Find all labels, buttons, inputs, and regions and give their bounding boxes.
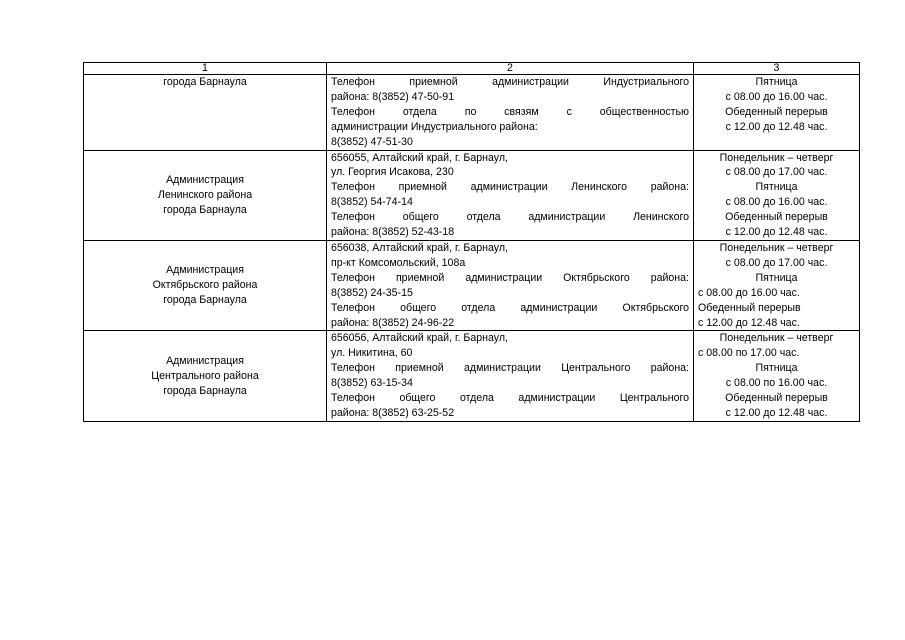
- contact-line: Телефон приемной администрации Октябрьского района:: [331, 271, 689, 284]
- org-line: Ленинского района: [157, 188, 253, 201]
- contact-line: Телефон приемной администрации Ленинского района:: [331, 181, 689, 194]
- org-cell: [84, 331, 327, 421]
- schedule-line: с 08.00 до 16.00 час.: [725, 90, 828, 103]
- header-col-1: 1: [84, 63, 327, 75]
- contact-line: 8(3852) 24-35-15: [331, 286, 413, 299]
- org-cell: [84, 240, 327, 330]
- schedule-line: Пятница: [755, 181, 798, 194]
- contacts-cell: [327, 331, 694, 421]
- org-line: города Барнаула: [163, 76, 247, 88]
- contact-line: района: 8(3852) 52-43-18: [331, 226, 455, 239]
- org-line: города Барнаула: [163, 294, 247, 307]
- schedule-line: с 08.00 по 16.00 час.: [725, 377, 828, 390]
- schedule-cell: [694, 331, 860, 421]
- contact-line: администрации Индустриального района:: [331, 120, 538, 133]
- schedule-line: Обеденный перерыв: [725, 392, 828, 405]
- org-line: Администрация: [166, 264, 244, 277]
- schedule-line: Понедельник – четверг: [719, 151, 834, 164]
- schedule-line: Обеденный перерыв: [725, 211, 828, 224]
- contacts-cell: [327, 75, 694, 151]
- org-line: Администрация: [166, 354, 244, 367]
- contact-line: района: 8(3852) 24-96-22: [331, 316, 455, 329]
- schedule-line: с 08.00 по 17.00 час.: [698, 347, 800, 360]
- contact-line: 656056, Алтайский край, г. Барнаул,: [331, 332, 508, 345]
- org-cell: [84, 150, 327, 240]
- contact-line: 8(3852) 47-51-30: [331, 135, 413, 148]
- schedule-line: Пятница: [755, 362, 798, 375]
- org-line: Центрального района: [151, 369, 259, 382]
- offices-table: [83, 62, 860, 422]
- contact-line: 8(3852) 54-74-14: [331, 196, 413, 209]
- contact-line: 656038, Алтайский край, г. Барнаул,: [331, 241, 508, 254]
- schedule-line: Пятница: [755, 76, 798, 88]
- schedule-line: с 12.00 до 12.48 час.: [725, 226, 828, 239]
- header-col-2: 2: [327, 63, 694, 75]
- contact-line: Телефон отдела по связям с общественностью: [331, 105, 689, 118]
- schedule-line: с 08.00 до 16.00 час.: [698, 286, 800, 299]
- contact-line: Телефон общего отдела администрации Октябрьского: [331, 301, 689, 314]
- schedule-cell: [694, 150, 860, 240]
- org-line: Октябрьского района: [152, 279, 258, 292]
- schedule-line: с 08.00 до 16.00 час.: [725, 196, 828, 209]
- contacts-cell: [327, 240, 694, 330]
- contacts-cell: [327, 150, 694, 240]
- schedule-line: с 12.00 до 12.48 час.: [725, 120, 828, 133]
- table-row: [84, 240, 860, 330]
- schedule-line: с 12.00 до 12.48 час.: [698, 316, 800, 329]
- contact-line: ул. Георгия Исакова, 230: [331, 166, 454, 179]
- contact-line: Телефон приемной администрации Центрального района:: [331, 362, 689, 375]
- schedule-line: Пятница: [755, 271, 798, 284]
- table-row: [84, 150, 860, 240]
- org-line: Администрация: [166, 173, 244, 186]
- schedule-cell: [694, 240, 860, 330]
- contact-line: Телефон общего отдела администрации Центрального: [331, 392, 689, 405]
- org-line: города Барнаула: [163, 203, 247, 216]
- org-line: города Барнаула: [163, 384, 247, 397]
- schedule-line: Обеденный перерыв: [698, 301, 801, 314]
- schedule-line: с 12.00 до 12.48 час.: [725, 406, 828, 419]
- contact-line: района: 8(3852) 47-50-91: [331, 90, 455, 103]
- contact-line: района: 8(3852) 63-25-52: [331, 406, 455, 419]
- contact-line: Телефон приемной администрации Индустриального: [331, 76, 689, 88]
- schedule-line: Понедельник – четверг: [719, 332, 834, 345]
- header-col-3: 3: [694, 63, 860, 75]
- contact-line: Телефон общего отдела администрации Ленинского: [331, 211, 689, 224]
- org-cell: [84, 75, 327, 151]
- schedule-line: Понедельник – четверг: [719, 241, 834, 254]
- contact-line: ул. Никитина, 60: [331, 347, 413, 360]
- contact-line: 656055, Алтайский край, г. Барнаул,: [331, 151, 508, 164]
- schedule-line: с 08.00 до 17.00 час.: [725, 166, 828, 179]
- table-row: [84, 75, 860, 151]
- contact-line: 8(3852) 63-15-34: [331, 377, 413, 390]
- schedule-line: с 08.00 до 17.00 час.: [725, 256, 828, 269]
- contact-line: пр-кт Комсомольский, 108а: [331, 256, 466, 269]
- schedule-line: Обеденный перерыв: [725, 105, 828, 118]
- table-header-row: [84, 63, 860, 75]
- table-row: [84, 331, 860, 421]
- schedule-cell: [694, 75, 860, 151]
